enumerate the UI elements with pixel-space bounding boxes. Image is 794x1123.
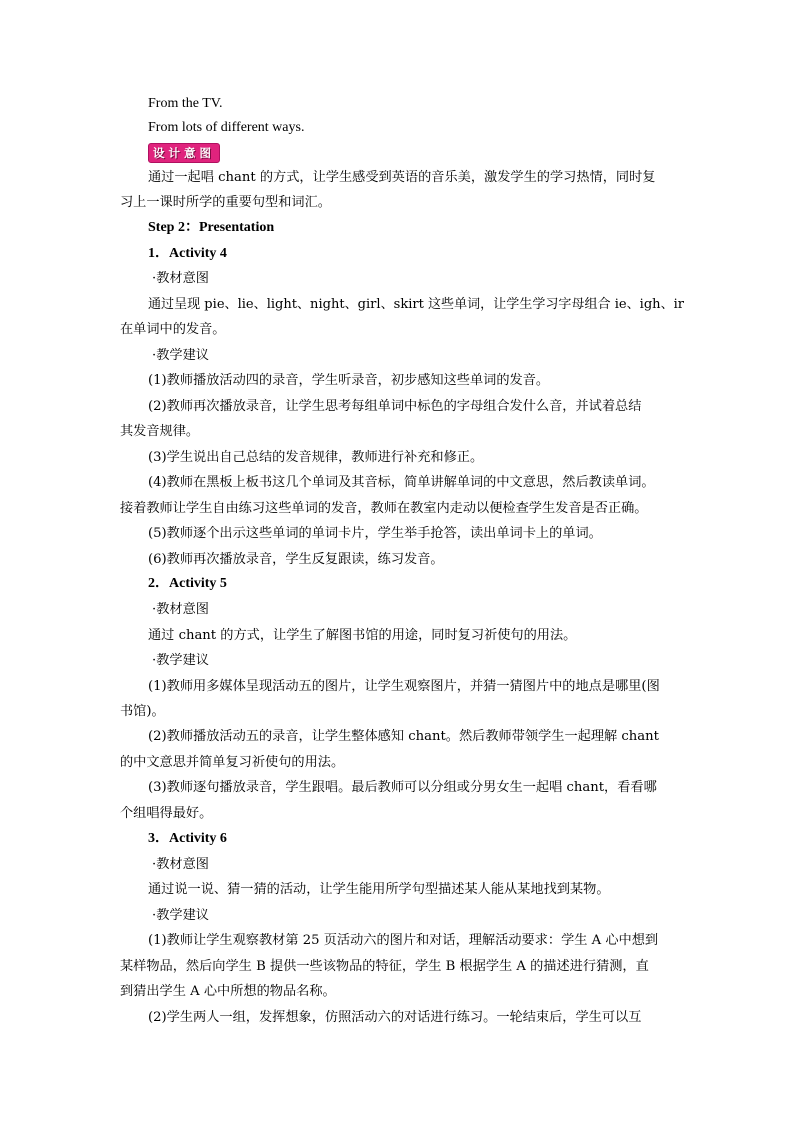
activity4-item-2-line-1: (2)教师再次播放录音，让学生思考每组单词中标色的字母组合发什么音，并试着总结 (148, 399, 642, 414)
activity4-heading: 1．Activity 4 (148, 246, 227, 261)
activity4-item-6: (6)教师再次播放录音，学生反复跟读，练习发音。 (148, 552, 444, 567)
activity5-item-3-line-1: (3)教师逐句播放录音，学生跟唱。最后教师可以分组或分男女生一起唱 chant，看看哪 (148, 780, 657, 795)
activity5-intent-label: ·教材意图 (152, 602, 209, 617)
activity5-item-1-line-1: (1)教师用多媒体呈现活动五的图片，让学生观察图片，并猜一猜图片中的地点是哪里(图 (148, 679, 660, 694)
activity5-item-2-line-2: 的中文意思并简单复习祈使句的用法。 (120, 755, 345, 770)
activity4-suggest-label: ·教学建议 (152, 348, 209, 363)
activity4-item-5: (5)教师逐个出示这些单词的单词卡片，学生举手抢答，读出单词卡上的单词。 (148, 526, 602, 541)
activity5-item-1-line-2: 书馆)。 (120, 704, 165, 719)
design-intent-line-1: 通过一起唱 chant 的方式，让学生感受到英语的音乐美，激发学生的学习热情，同时复 (148, 170, 656, 185)
activity4-item-4-line-2: 接着教师让学生自由练习这些单词的发音，教师在教室内走动以便检查学生发音是否正确。 (120, 501, 648, 516)
activity4-item-2-line-2: 其发音规律。 (120, 424, 200, 439)
activity4-intent-label: ·教材意图 (152, 271, 209, 286)
activity6-intent-line-1: 通过说一说、猜一猜的活动，让学生能用所学句型描述某人能从某地找到某物。 (148, 882, 610, 897)
activity6-item-1-line-3: 到猜出学生 A 心中所想的物品名称。 (120, 984, 336, 999)
design-intent-line-2: 习上一课时所学的重要句型和词汇。 (120, 195, 331, 210)
activity6-item-1-line-2: 某样物品，然后向学生 B 提供一些该物品的特征，学生 B 根据学生 A 的描述进行猜测，直 (120, 959, 649, 974)
activity6-intent-label: ·教材意图 (152, 857, 209, 872)
activity4-item-3: (3)学生说出自己总结的发音规律，教师进行补充和修正。 (148, 450, 484, 465)
activity6-item-1-line-1: (1)教师让学生观察教材第 25 页活动六的图片和对话，理解活动要求：学生 A 心中想到 (148, 933, 659, 948)
activity6-suggest-label: ·教学建议 (152, 908, 209, 923)
activity4-intent-line-1: 通过呈现 pie、lie、light、night、girl、skirt 这些单词，让学生学习字母组合 ie、igh、ir (148, 297, 685, 312)
intro-line-2: From lots of different ways. (148, 120, 305, 135)
badge-label: 设计意图 (153, 146, 215, 160)
design-intent-badge (148, 143, 220, 163)
activity6-item-2-line-1: (2)学生两人一组，发挥想象，仿照活动六的对话进行练习。一轮结束后，学生可以互 (148, 1010, 642, 1025)
activity4-intent-line-2: 在单词中的发音。 (120, 322, 226, 337)
activity5-heading: 2．Activity 5 (148, 576, 227, 591)
activity4-item-4-line-1: (4)教师在黑板上板书这几个单词及其音标，简单讲解单词的中文意思，然后教读单词。 (148, 475, 655, 490)
activity5-intent-line-1: 通过 chant 的方式，让学生了解图书馆的用途，同时复习祈使句的用法。 (148, 628, 577, 643)
step-heading: Step 2：Presentation (148, 220, 275, 235)
activity5-item-2-line-1: (2)教师播放活动五的录音，让学生整体感知 chant。然后教师带领学生一起理解 chant (148, 729, 659, 744)
activity5-item-3-line-2: 个组唱得最好。 (120, 806, 213, 821)
activity4-item-1: (1)教师播放活动四的录音，学生听录音，初步感知这些单词的发音。 (148, 373, 550, 388)
activity6-heading: 3．Activity 6 (148, 831, 227, 846)
intro-line-1: From the TV. (148, 96, 223, 111)
activity5-suggest-label: ·教学建议 (152, 653, 209, 668)
